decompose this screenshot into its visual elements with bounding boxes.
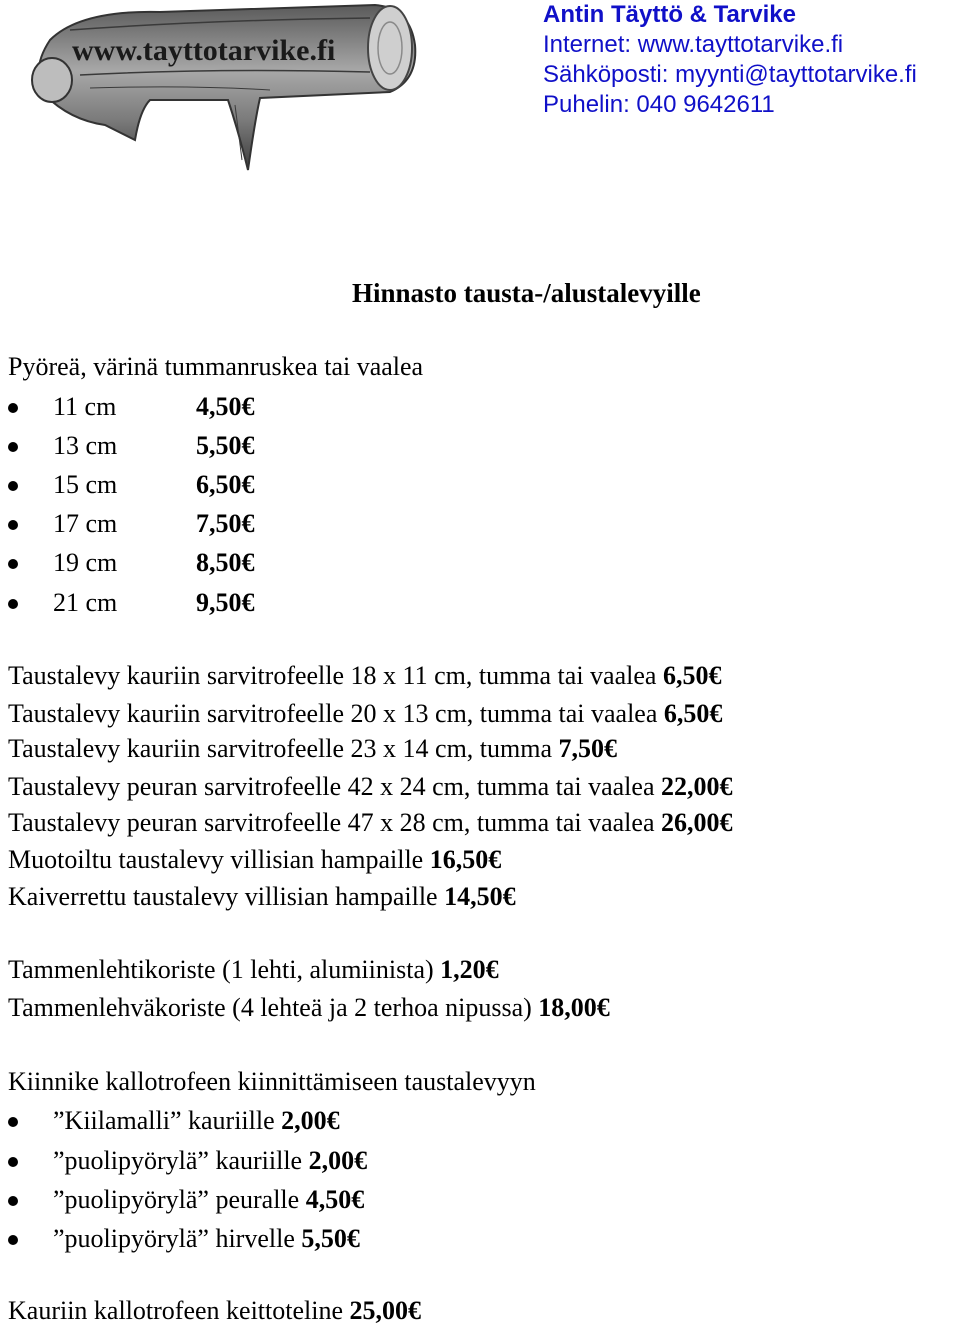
bullet-icon — [8, 481, 18, 491]
board-line — [8, 808, 732, 838]
company-email: Sähköposti: myynti@tayttotarvike.fi — [543, 61, 917, 88]
board-description: Taustalevy peuran sarvitrofeelle 47 x 28 cm, tumma tai vaalea — [8, 808, 661, 837]
decor-description: Tammenlehväkoriste (4 lehteä ja 2 terhoa nipussa) — [8, 993, 539, 1022]
bullet-icon — [8, 520, 18, 530]
board-line — [8, 772, 732, 802]
board-price: 14,50€ — [444, 882, 516, 911]
board-line — [8, 845, 501, 875]
board-description: Taustalevy kauriin sarvitrofeelle 23 x 14 cm, tumma — [8, 734, 559, 763]
round-board-size: 17 cm — [53, 509, 118, 538]
board-line — [8, 699, 722, 729]
board-line — [8, 734, 617, 764]
round-board-size: 21 cm — [53, 588, 118, 617]
stand-price: 25,00€ — [349, 1296, 421, 1325]
board-price: 26,00€ — [660, 808, 733, 837]
decor-price: 1,20€ — [440, 955, 499, 984]
mount-line — [53, 1185, 364, 1215]
mount-description: ”Kiilamalli” kauriille — [53, 1106, 282, 1135]
mount-price: 5,50€ — [301, 1224, 360, 1253]
bullet-icon — [8, 442, 18, 452]
company-phone: Puhelin: 040 9642611 — [543, 91, 775, 118]
bullet-icon — [8, 403, 18, 413]
mount-description: ”puolipyörylä” peuralle — [53, 1185, 306, 1214]
board-description: Taustalevy kauriin sarvitrofeelle 18 x 11 cm, tumma tai vaalea — [8, 661, 663, 690]
board-price: 6,50€ — [662, 661, 722, 690]
mounts-heading: Kiinnike kallotrofeen kiinnittämiseen taustalevyyn — [8, 1067, 536, 1096]
stand-description: Kauriin kallotrofeen keittoteline — [8, 1296, 350, 1325]
board-price: 16,50€ — [429, 845, 502, 874]
decor-line — [8, 993, 610, 1023]
board-price: 22,00€ — [660, 772, 733, 801]
board-price: 6,50€ — [663, 699, 723, 728]
decor-line — [8, 955, 499, 985]
round-board-price: 8,50€ — [196, 548, 255, 577]
board-line — [8, 882, 516, 912]
mount-line — [53, 1224, 360, 1254]
board-description: Taustalevy peuran sarvitrofeelle 42 x 24 cm, tumma tai vaalea — [8, 772, 661, 801]
round-board-price: 6,50€ — [196, 470, 255, 499]
mount-price: 2,00€ — [281, 1106, 340, 1135]
price-list-title: Hinnasto tausta-/alustalevyille — [352, 278, 701, 308]
company-internet: Internet: www.tayttotarvike.fi — [543, 31, 844, 58]
bullet-icon — [8, 1235, 18, 1245]
board-price: 7,50€ — [558, 734, 618, 763]
round-board-price: 4,50€ — [196, 392, 255, 421]
stand-line — [8, 1296, 421, 1326]
bullet-icon — [8, 1157, 18, 1167]
mount-price: 4,50€ — [305, 1185, 365, 1214]
logo-url-text: www.tayttotarvike.fi — [72, 34, 336, 67]
bullet-icon — [8, 1196, 18, 1206]
board-description: Kaiverrettu taustalevy villisian hampaille — [8, 882, 445, 911]
round-board-price: 7,50€ — [196, 509, 255, 538]
mount-line — [53, 1106, 340, 1136]
round-board-size: 11 cm — [53, 392, 117, 421]
company-name: Antin Täyttö & Tarvike — [543, 1, 796, 28]
mount-line — [53, 1146, 367, 1176]
mount-description: ”puolipyörylä” hirvelle — [53, 1224, 302, 1253]
bullet-icon — [8, 559, 18, 569]
board-line — [8, 661, 721, 691]
round-board-price: 5,50€ — [196, 431, 255, 460]
bullet-icon — [8, 599, 18, 609]
company-info — [543, 0, 917, 120]
decor-description: Tammenlehtikoriste (1 lehti, alumiinista) — [8, 955, 441, 984]
round-board-size: 15 cm — [53, 470, 118, 499]
mount-price: 2,00€ — [308, 1146, 368, 1175]
company-logo — [10, 0, 440, 185]
board-description: Muotoiltu taustalevy villisian hampaille — [8, 845, 430, 874]
bullet-icon — [8, 1117, 18, 1127]
mount-description: ”puolipyörylä” kauriille — [53, 1146, 309, 1175]
decor-price: 18,00€ — [538, 993, 610, 1022]
board-description: Taustalevy kauriin sarvitrofeelle 20 x 13 cm, tumma tai vaalea — [8, 699, 664, 728]
round-board-size: 19 cm — [53, 548, 118, 577]
round-board-price: 9,50€ — [196, 588, 255, 617]
round-board-size: 13 cm — [53, 431, 118, 460]
round-boards-heading: Pyöreä, värinä tummanruskea tai vaalea — [8, 352, 424, 381]
